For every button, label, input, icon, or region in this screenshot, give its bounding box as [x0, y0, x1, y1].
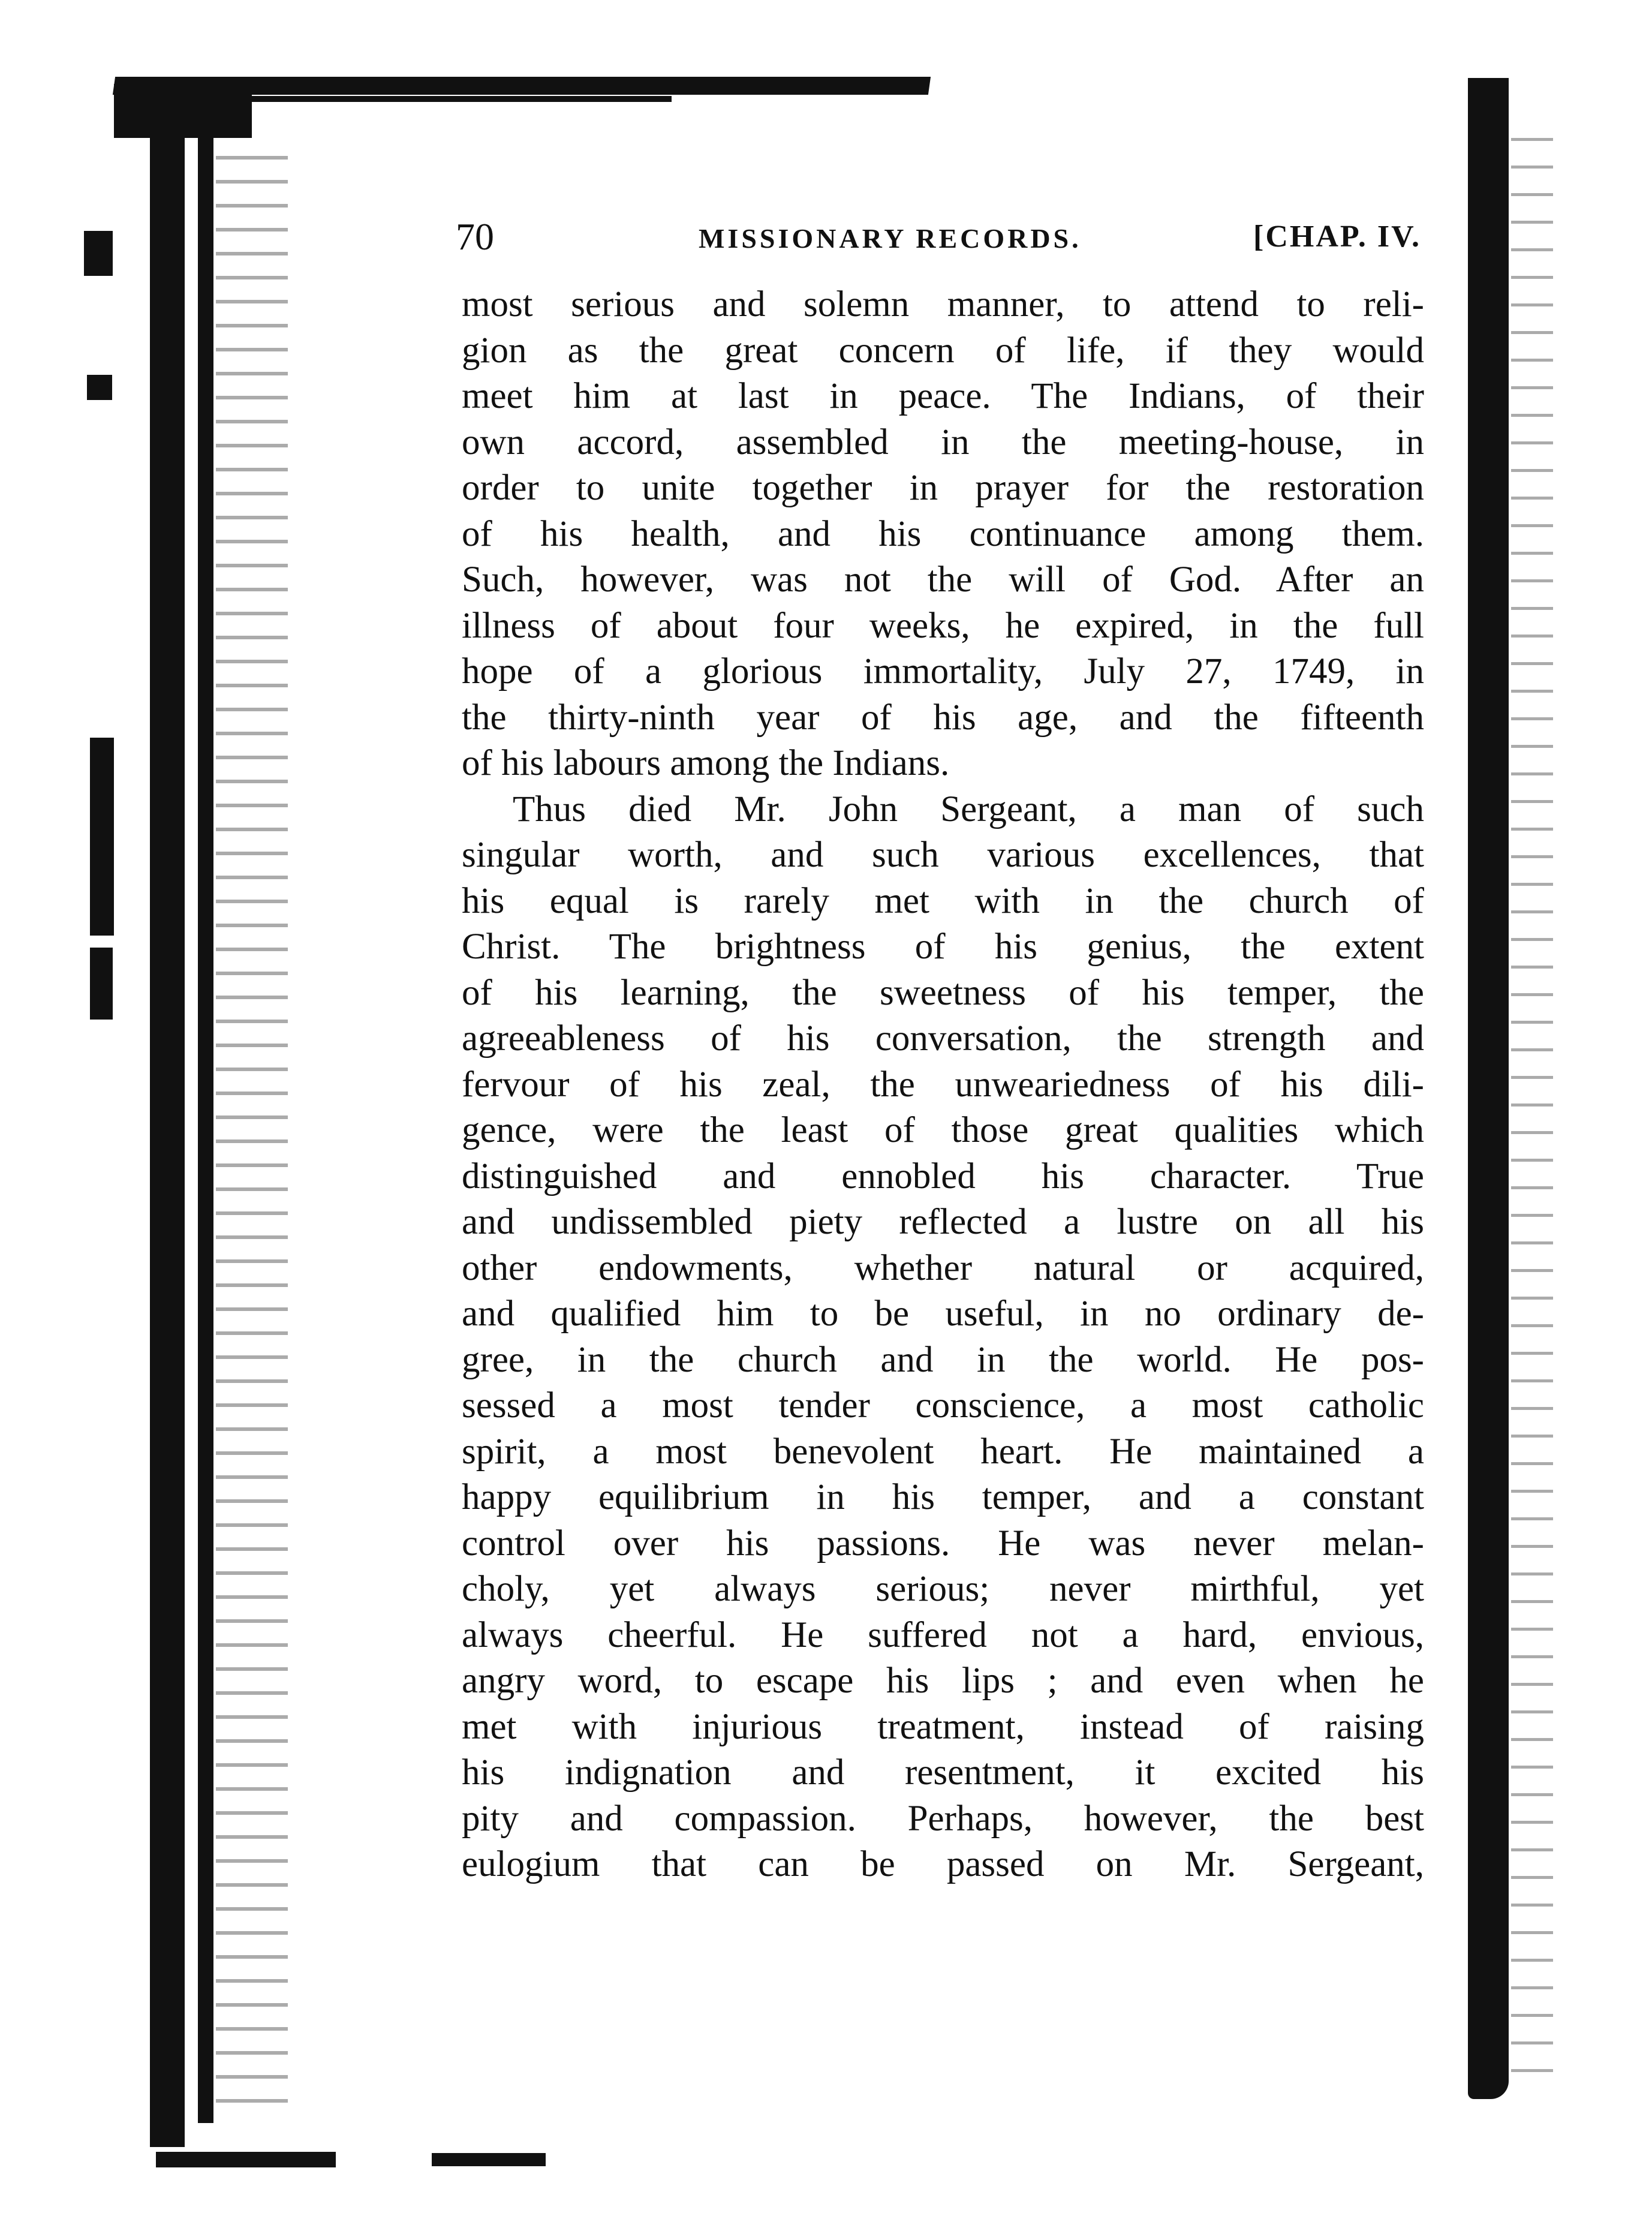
- text-line: gion as the great concern of life, if they would: [462, 330, 1424, 371]
- scan-mark: [87, 375, 112, 400]
- text-line: own accord, assembled in the meeting-house, in: [462, 422, 1424, 462]
- text-line: singular worth, and such various excellences, that: [462, 835, 1424, 875]
- text-line: most serious and solemn manner, to attend to reli-: [462, 284, 1424, 324]
- scan-border-right: [1468, 78, 1509, 2099]
- scan-right-noise: [1511, 138, 1553, 2081]
- text-line: sessed a most tender conscience, a most catholic: [462, 1385, 1424, 1426]
- text-line: of his labours among the Indians.: [462, 743, 950, 783]
- text-line: meet him at last in peace. The Indians, of their: [462, 376, 1424, 416]
- text-line: and qualified him to be useful, in no ordinary de-: [462, 1294, 1424, 1334]
- chapter-reference: [CHAP. IV.: [1253, 220, 1421, 254]
- scan-gutter-noise: [216, 156, 288, 2123]
- text-line: eulogium that can be passed on Mr. Sergeant,: [462, 1844, 1424, 1884]
- text-line: pity and compassion. Perhaps, however, the best: [462, 1798, 1424, 1839]
- text-line: his equal is rarely met with in the church of: [462, 880, 1424, 921]
- running-head: MISSIONARY RECORDS.: [699, 223, 1082, 254]
- text-line: gence, were the least of those great qualities which: [462, 1110, 1424, 1150]
- text-line: agreeableness of his conversation, the strength and: [462, 1018, 1424, 1059]
- scan-mark: [90, 738, 114, 936]
- body-text: [462, 282, 1424, 1888]
- scan-border-bottom: [156, 2152, 336, 2167]
- scan-border-bottom-2: [432, 2153, 546, 2166]
- scan-border-left: [150, 90, 185, 2147]
- text-line: happy equilibrium in his temper, and a constant: [462, 1477, 1424, 1517]
- scan-border-left-inner: [198, 120, 213, 2123]
- text-line: Christ. The brightness of his genius, the extent: [462, 927, 1424, 967]
- text-line: illness of about four weeks, he expired, in the full: [462, 605, 1424, 646]
- text-line: and undissembled piety reflected a lustre on all his: [462, 1202, 1424, 1242]
- scan-mark: [84, 231, 113, 276]
- text-line: angry word, to escape his lips ; and even when he: [462, 1661, 1424, 1701]
- text-line: spirit, a most benevolent heart. He maintained a: [462, 1431, 1424, 1472]
- scan-mark: [90, 948, 113, 1020]
- text-line: of his learning, the sweetness of his temper, the: [462, 972, 1424, 1013]
- text-line: always cheerful. He suffered not a hard, envious,: [462, 1614, 1424, 1655]
- text-line: fervour of his zeal, the unweariedness of his dili-: [462, 1064, 1424, 1105]
- text-line: distinguished and ennobled his character. True: [462, 1156, 1424, 1196]
- text-line: hope of a glorious immortality, July 27, 1749, in: [462, 651, 1424, 691]
- text-line: the thirty-ninth year of his age, and the fifteenth: [462, 697, 1424, 738]
- text-line: Thus died Mr. John Sergeant, a man of such: [513, 789, 1424, 829]
- page-header: [456, 213, 1421, 267]
- text-line: control over his passions. He was never melan-: [462, 1523, 1424, 1563]
- text-line: order to unite together in prayer for the restoration: [462, 468, 1424, 508]
- text-line: gree, in the church and in the world. He pos-: [462, 1339, 1424, 1380]
- scan-border-top-thin: [252, 96, 672, 102]
- page-number: 70: [456, 215, 494, 258]
- text-line: choly, yet always serious; never mirthful, yet: [462, 1569, 1424, 1609]
- text-line: other endowments, whether natural or acquired,: [462, 1247, 1424, 1288]
- text-line: met with injurious treatment, instead of raising: [462, 1706, 1424, 1747]
- text-line: his indignation and resentment, it excited his: [462, 1752, 1424, 1793]
- text-line: of his health, and his continuance among them.: [462, 513, 1424, 554]
- text-line: Such, however, was not the will of God. After an: [462, 560, 1424, 600]
